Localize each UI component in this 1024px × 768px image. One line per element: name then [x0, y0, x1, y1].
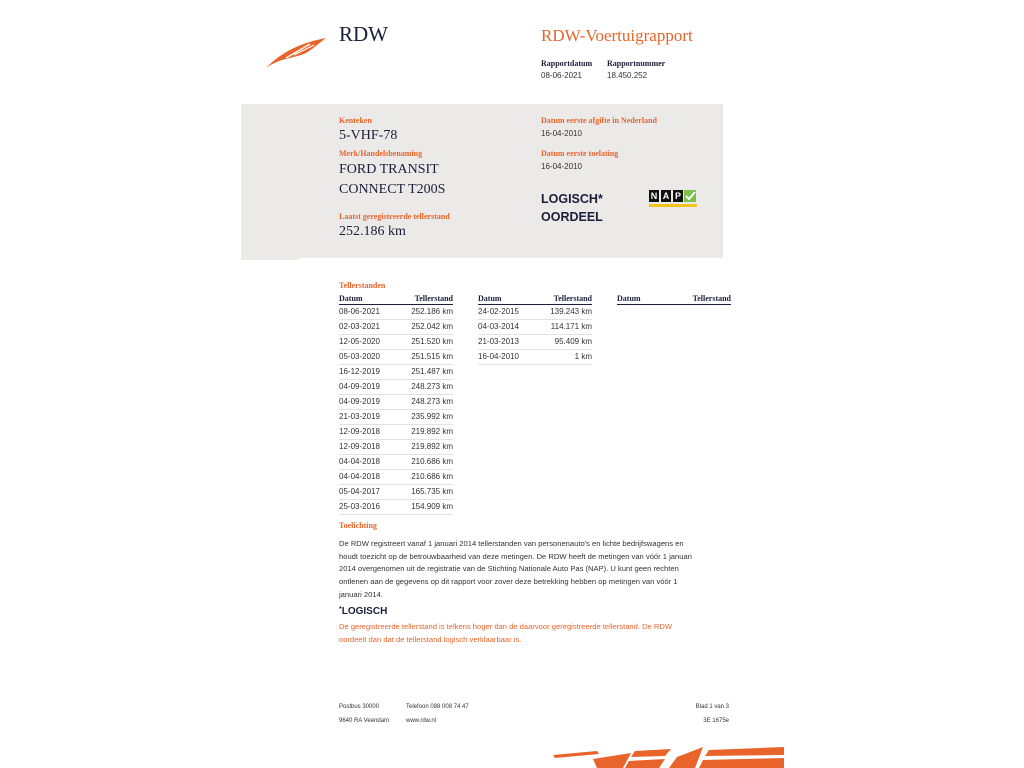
reading-date: 04-09-2019	[339, 382, 380, 391]
reading-odometer: 252.186 km	[411, 307, 453, 316]
first-admission-label: Datum eerste toelating	[541, 149, 619, 158]
col-odometer-header: Tellerstand	[692, 294, 731, 303]
verdict-line-2: OORDEEL	[541, 210, 603, 224]
reading-odometer: 219.892 km	[411, 442, 453, 451]
reading-date: 02-03-2021	[339, 322, 380, 331]
logisch-paragraph	[339, 621, 729, 646]
reading-odometer: 251.515 km	[411, 352, 453, 361]
first-registration-nl-label: Datum eerste afgifte in Nederland	[541, 116, 657, 125]
paragraph-line: oordeelt dan dat de tellerstand logisch verklaarbaar is.	[339, 634, 522, 644]
report-title: RDW-Voertuigrapport	[541, 26, 693, 45]
footer-postbus: Postbus 30000	[339, 704, 380, 710]
reading-date: 04-09-2019	[339, 397, 380, 406]
reading-odometer: 252.042 km	[411, 322, 453, 331]
table-row	[339, 395, 453, 410]
footer-city: 9640 RA Veendam	[339, 718, 390, 724]
reading-date: 25-03-2016	[339, 502, 380, 511]
readings-table-1	[339, 293, 453, 515]
odometer-label: Laatst geregistreerde tellerstand	[339, 212, 450, 221]
nap-underline	[649, 204, 697, 207]
reading-odometer: 165.735 km	[411, 487, 453, 496]
explanation-title: Toelichting	[339, 521, 377, 530]
reading-date: 21-03-2013	[478, 337, 519, 346]
table-row	[339, 335, 453, 350]
table-row	[339, 350, 453, 365]
paragraph-line: houdt toezicht op de betrouwbaarheid van deze metingen. De RDW heeft de metingen van vóór 1 januari	[339, 551, 692, 561]
paragraph-line: 2014 overgenomen uit de registratie van de Stichting Nationale Auto Pas (NAP). U kunt geen rechten	[339, 564, 679, 574]
table-row	[339, 410, 453, 425]
verdict-line-1: LOGISCH*	[541, 192, 603, 206]
make-label: Merk/Handelsbenaming	[339, 149, 423, 158]
table-row	[478, 305, 592, 320]
first-admission-value: 16-04-2010	[541, 162, 582, 171]
footer-code: 3E 1675e	[703, 718, 729, 724]
reading-date: 04-03-2014	[478, 322, 519, 331]
reading-odometer: 139.243 km	[550, 307, 592, 316]
readings-table-2	[478, 293, 592, 365]
table-row	[478, 350, 592, 365]
reading-date: 16-12-2019	[339, 367, 380, 376]
panel-tail-decoration	[241, 257, 303, 260]
brand-name: RDW	[339, 22, 388, 46]
reading-odometer: 248.273 km	[411, 382, 453, 391]
nap-badge	[649, 189, 697, 207]
readings-table-header	[617, 293, 731, 305]
table-row	[339, 485, 453, 500]
reading-odometer: 210.686 km	[411, 457, 453, 466]
table-row	[339, 380, 453, 395]
logisch-asterisk: *	[339, 606, 342, 613]
nap-letter-n: N	[650, 191, 658, 201]
reading-odometer: 210.686 km	[411, 472, 453, 481]
reading-odometer: 251.520 km	[411, 337, 453, 346]
table-row	[478, 335, 592, 350]
reading-date: 05-04-2017	[339, 487, 380, 496]
readings-section-title: Tellerstanden	[339, 281, 386, 290]
make-line-2: CONNECT T200S	[339, 182, 446, 197]
paragraph-line: januari 2014.	[339, 589, 383, 599]
make-line-1: FORD TRANSIT	[339, 162, 439, 177]
report-date-value: 08-06-2021	[541, 71, 582, 80]
nap-letter-a: A	[662, 191, 670, 201]
paragraph-line: De RDW registreert vanaf 1 januari 2014 tellerstanden van personenauto's en lichte bedrijfswagens en	[339, 539, 684, 548]
plate-label: Kenteken	[339, 116, 372, 125]
col-odometer-header: Tellerstand	[553, 294, 592, 303]
col-date-header: Datum	[339, 294, 363, 303]
reading-odometer: 219.892 km	[411, 427, 453, 436]
explanation-paragraph	[339, 538, 729, 602]
paragraph-line: ontlenen aan de gegevens op dit rapport voor zover deze betrekking hebben op metingen van vóór 1	[339, 577, 678, 587]
col-odometer-header: Tellerstand	[414, 294, 453, 303]
readings-table-3	[617, 293, 731, 305]
reading-date: 04-04-2018	[339, 472, 380, 481]
table-row	[339, 500, 453, 515]
reading-date: 21-03-2019	[339, 412, 380, 421]
readings-table-header	[478, 293, 592, 305]
reading-odometer: 1 km	[574, 352, 592, 361]
table-row	[339, 455, 453, 470]
table-row	[339, 320, 453, 335]
table-row	[339, 305, 453, 320]
reading-date: 08-06-2021	[339, 307, 380, 316]
table-row	[478, 320, 592, 335]
reading-date: 12-05-2020	[339, 337, 380, 346]
reading-odometer: 114.171 km	[550, 322, 592, 331]
reading-odometer: 95.409 km	[554, 337, 592, 346]
plate-value: 5-VHF-78	[339, 128, 398, 143]
logisch-title: LOGISCH	[341, 606, 388, 617]
reading-odometer: 235.992 km	[411, 412, 453, 421]
table-row	[339, 470, 453, 485]
vehicle-summary-panel	[241, 104, 723, 258]
reading-date: 04-04-2018	[339, 457, 380, 466]
col-date-header: Datum	[617, 294, 641, 303]
logisch-heading	[339, 606, 387, 617]
decorative-stripes-icon	[553, 747, 784, 768]
reading-odometer: 248.273 km	[411, 397, 453, 406]
reading-odometer: 251.487 km	[411, 367, 453, 376]
report-date-label: Rapportdatum	[541, 59, 593, 68]
first-registration-nl-value: 16-04-2010	[541, 129, 582, 138]
report-number-value: 18.450.252	[607, 71, 648, 80]
footer-web: www.rdw.nl	[406, 718, 437, 724]
readings-table-header	[339, 293, 453, 305]
footer-page: Blad 1 van 3	[695, 704, 729, 710]
table-row	[339, 425, 453, 440]
col-date-header: Datum	[478, 294, 502, 303]
footer-phone: Telefoon 088 008 74 47	[406, 704, 469, 710]
reading-odometer: 154.909 km	[411, 502, 453, 511]
reading-date: 12-09-2018	[339, 442, 380, 451]
table-row	[339, 365, 453, 380]
table-row	[339, 440, 453, 455]
nap-letter-p: P	[674, 191, 681, 201]
paragraph-line: De geregistreerde tellerstand is telkens hoger dan de daarvoor geregistreerde tellerstand. De RDW	[339, 622, 673, 631]
report-number-label: Rapportnummer	[607, 59, 666, 68]
reading-date: 12-09-2018	[339, 427, 380, 436]
rdw-logo-icon	[264, 34, 330, 70]
reading-date: 05-03-2020	[339, 352, 380, 361]
reading-date: 16-04-2010	[478, 352, 519, 361]
reading-date: 24-02-2015	[478, 307, 519, 316]
odometer-value: 252.186 km	[339, 224, 406, 239]
